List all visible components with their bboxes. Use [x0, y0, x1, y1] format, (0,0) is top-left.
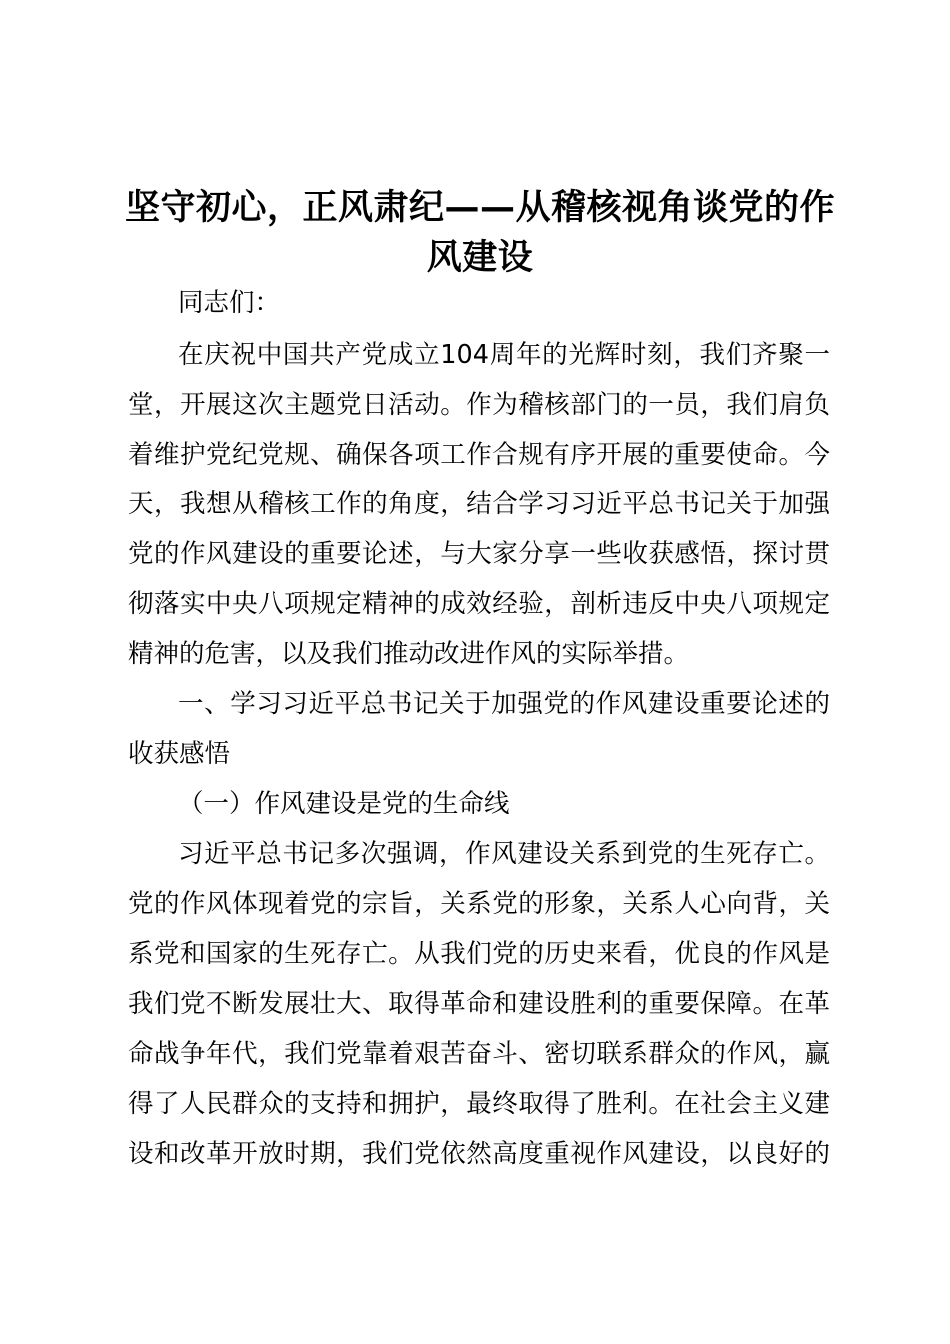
subsection-heading: （一）作风建设是党的生命线 [178, 789, 510, 819]
paragraph-line: 习近平总书记多次强调，作风建设关系到党的生死存亡。 [178, 839, 830, 869]
paragraph-line: 命战争年代，我们党靠着艰苦奋斗、密切联系群众的作风，赢 [128, 1039, 830, 1069]
section-heading: 收获感悟 [128, 739, 231, 769]
paragraph-line: 党的作风体现着党的宗旨，关系党的形象，关系人心向背，关 [128, 889, 830, 919]
paragraph-line: 精神的危害，以及我们推动改进作风的实际举措。 [128, 639, 690, 669]
paragraph-line: 堂，开展这次主题党日活动。作为稽核部门的一员，我们肩负 [128, 390, 830, 420]
paragraph-line: 得了人民群众的支持和拥护，最终取得了胜利。在社会主义建 [128, 1089, 830, 1119]
paragraph-line: 系党和国家的生死存亡。从我们党的历史来看，优良的作风是 [128, 939, 830, 969]
paragraph-line: 党的作风建设的重要论述，与大家分享一些收获感悟，探讨贯 [128, 539, 830, 569]
paragraph-line: 在庆祝中国共产党成立104周年的光辉时刻，我们齐聚一 [178, 340, 830, 370]
paragraph-line: 我们党不断发展壮大、取得革命和建设胜利的重要保障。在革 [128, 989, 830, 1019]
paragraph-line: 设和改革开放时期，我们党依然高度重视作风建设，以良好的 [128, 1139, 830, 1169]
paragraph-line: 彻落实中央八项规定精神的成效经验，剖析违反中央八项规定 [128, 589, 830, 619]
section-heading: 一、学习习近平总书记关于加强党的作风建设重要论述的 [178, 689, 830, 719]
paragraph-line: 着维护党纪党规、确保各项工作合规有序开展的重要使命。今 [128, 440, 830, 470]
salutation: 同志们： [178, 288, 281, 318]
paragraph-line: 天，我想从稽核工作的角度，结合学习习近平总书记关于加强 [128, 489, 830, 519]
document-title: 坚守初心，正风肃纪——从稽核视角谈党的作风建设 [124, 188, 835, 278]
